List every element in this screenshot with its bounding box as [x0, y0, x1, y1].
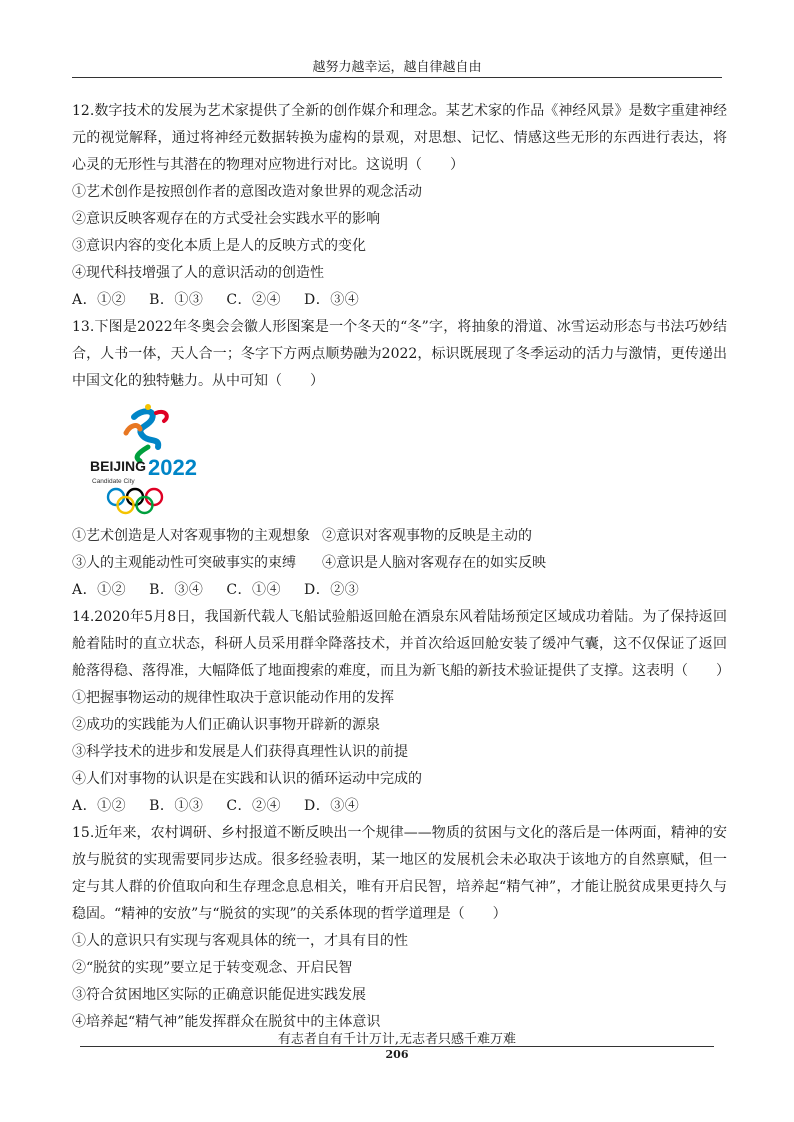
question-14	[72, 604, 730, 820]
choice-d: D．②③	[304, 582, 360, 598]
logo-year: 2022	[148, 455, 197, 480]
choice-c: C．②④	[226, 292, 282, 308]
option-row-1	[72, 523, 727, 550]
option-1: ①艺术创造是人对客观事物的主观想象	[72, 528, 310, 544]
question-stem: 14.2020年5月8日，我国新代载人飞船试验船返回舱在酒泉东风着陆场预定区域成功着陆。为了保持返回舱着陆时的直立状态，科研人员采用群伞降落技术，并首次给返回舱安装了缓冲气囊，这不仅保证了返回舱落得稳、落得准，大幅降低了地面搜索的难度，而且为新飞船的新技术验证提供了支撑。这表明（ ）	[72, 609, 730, 679]
option-3: ③意识内容的变化本质上是人的反映方式的变化	[72, 238, 366, 254]
option-4: ④人们对事物的认识是在实践和认识的循环运动中完成的	[72, 771, 422, 787]
question-13	[72, 314, 727, 604]
option-row-2	[72, 550, 727, 577]
option-1: ①艺术创作是按照创作者的意图改造对象世界的观念活动	[72, 184, 422, 200]
footer-motto: 有志者自有千计万计,无志者只感千难万难	[277, 1032, 517, 1047]
choice-a: A．①②	[72, 798, 127, 814]
choice-b: B．③④	[149, 582, 204, 598]
option-4: ④意识是人脑对客观存在的如实反映	[322, 555, 546, 571]
choice-b: B．①③	[149, 292, 204, 308]
option-1: ①人的意识只有实现与客观具体的统一，才具有目的性	[72, 933, 408, 949]
header-divider	[72, 77, 722, 78]
header-motto: 越努力越幸运，越自律越自由	[312, 60, 482, 75]
option-3: ③科学技术的进步和发展是人们获得真理性认识的前提	[72, 744, 408, 760]
logo-figure	[72, 395, 727, 523]
option-4: ④现代科技增强了人的意识活动的创造性	[72, 265, 324, 281]
olympic-rings-icon	[108, 489, 162, 513]
option-1: ①把握事物运动的规律性取决于意识能动作用的发挥	[72, 690, 394, 706]
choice-b: B．①③	[149, 798, 204, 814]
option-2: ②成功的实践能为人们正确认识事物开辟新的源泉	[72, 717, 380, 733]
option-2: ②意识对客观事物的反映是主动的	[322, 528, 532, 544]
option-2: ②“脱贫的实现”要立足于转变观念、开启民智	[72, 960, 353, 976]
question-stem: 13.下图是2022年冬奥会会徽人形图案是一个冬天的“冬”字，将抽象的滑道、冰雪运动形态与书法巧妙结合，人书一体，天人合一；冬字下方两点顺势融为2022，标识既展现了冬季运动的活力与激情，更传递出中国文化的独特魅力。从中可知（ ）	[72, 319, 727, 389]
answer-choices	[72, 577, 727, 604]
option-4: ④培养起“精气神”能发挥群众在脱贫中的主体意识	[72, 1014, 381, 1030]
footer-divider	[80, 1046, 714, 1047]
question-stem: 15.近年来，农村调研、乡村报道不断反映出一个规律——物质的贫困与文化的落后是一体两面，精神的安放与脱贫的实现需要同步达成。很多经验表明，某一地区的发展机会未必取决于该地方的自然禀赋，但一定与其人群的价值取向和生存理念息息相关，唯有开启民智，培养起“精气神”，才能让脱贫成果更持久与稳固。“精神的安放”与“脱贫的实现”的关系体现的哲学道理是（ ）	[72, 825, 727, 922]
question-12	[72, 98, 727, 314]
question-stem: 12.数字技术的发展为艺术家提供了全新的创作媒介和理念。某艺术家的作品《神经风景》是数字重建神经元的视觉解释，通过将神经元数据转换为虚构的景观，对思想、记忆、情感这些无形的东西进行表达，将心灵的无形性与其潜在的物理对应物进行对比。这说明（ ）	[72, 103, 727, 173]
page-number: 206	[385, 1048, 409, 1061]
choice-a: A．①②	[72, 292, 127, 308]
page-content	[72, 98, 730, 1036]
answer-choices	[72, 287, 727, 314]
logo-wordmark: BEIJING	[90, 458, 147, 474]
choice-c: C．②④	[226, 798, 282, 814]
question-15	[72, 820, 727, 1036]
logo-subtitle: Candidate City	[92, 478, 135, 485]
option-3: ③符合贫困地区实际的正确意识能促进实践发展	[72, 987, 366, 1003]
choice-c: C．①④	[226, 582, 282, 598]
choice-d: D．③④	[304, 292, 360, 308]
choice-d: D．③④	[304, 798, 360, 814]
option-2: ②意识反映客观存在的方式受社会实践水平的影响	[72, 211, 380, 227]
answer-choices	[72, 793, 727, 820]
beijing-2022-logo-image	[86, 403, 211, 515]
option-3: ③人的主观能动性可突破事实的束缚	[72, 555, 296, 571]
choice-a: A．①②	[72, 582, 127, 598]
